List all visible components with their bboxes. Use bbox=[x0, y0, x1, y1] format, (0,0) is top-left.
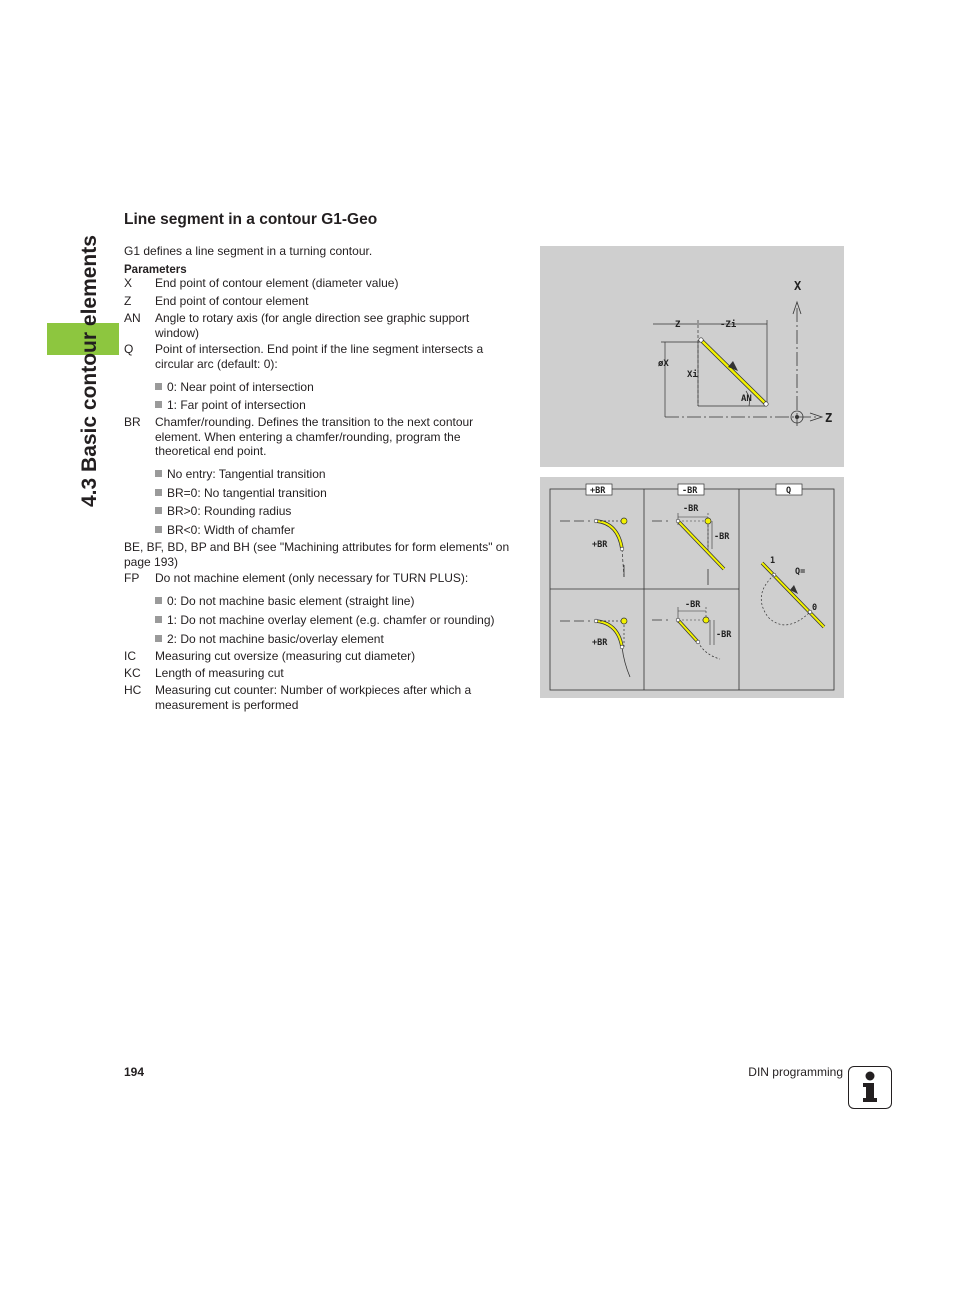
xi-dim-label: Xi bbox=[687, 370, 698, 380]
line-segment-diagram bbox=[540, 246, 844, 467]
an-dim-label: AN bbox=[741, 394, 752, 404]
param-key-hc: HC bbox=[124, 683, 142, 697]
attributes-note: BE, BF, BD, BP and BH (see "Machining attributes for form elements" on page 193) bbox=[124, 540, 510, 569]
param-key-kc: KC bbox=[124, 666, 141, 680]
param-key-q: Q bbox=[124, 342, 134, 356]
q-option-0: 0: Near point of intersection bbox=[155, 380, 314, 395]
param-desc-br: Chamfer/rounding. Defines the transition to the next contour element. When entering a chamfer/rounding, program the theoretical end point. bbox=[155, 415, 474, 458]
param-desc-an: Angle to rotary axis (for angle direction see graphic support window) bbox=[155, 311, 470, 340]
br-option-2: BR>0: Rounding radius bbox=[155, 504, 291, 519]
param-key-fp: FP bbox=[124, 571, 140, 585]
fp-option-2: 2: Do not machine basic/overlay element bbox=[155, 632, 384, 647]
param-desc-z: End point of contour element bbox=[155, 294, 309, 308]
br-option-1: BR=0: No tangential transition bbox=[155, 486, 327, 501]
minus-br-side-2: -BR bbox=[716, 630, 732, 640]
section-title: Line segment in a contour G1-Geo bbox=[124, 211, 378, 228]
param-desc-q: Point of intersection. End point if the line segment intersects a circular arc (default: 0): bbox=[155, 342, 484, 371]
x-axis-label: X bbox=[794, 279, 802, 293]
param-desc-fp: Do not machine element (only necessary for TURN PLUS): bbox=[155, 571, 469, 585]
footer-title: DIN programming bbox=[748, 1065, 843, 1079]
param-desc-kc: Length of measuring cut bbox=[155, 666, 284, 680]
param-desc-x: End point of contour element (diameter value) bbox=[155, 276, 399, 290]
q-eq-label: Q= bbox=[795, 567, 806, 577]
z-axis-label: Z bbox=[825, 411, 833, 425]
br-option-0: No entry: Tangential transition bbox=[155, 467, 326, 482]
q-zero-label: 0 bbox=[812, 603, 818, 613]
param-key-an: AN bbox=[124, 311, 141, 325]
br-q-variants-diagram bbox=[540, 477, 844, 698]
page-number: 194 bbox=[124, 1065, 145, 1079]
minus-br-top-1: -BR bbox=[683, 504, 699, 514]
header-q: Q bbox=[786, 486, 792, 496]
minus-br-side-1: -BR bbox=[714, 532, 730, 542]
param-key-ic: IC bbox=[124, 649, 136, 663]
minus-br-top-2: -BR bbox=[685, 600, 701, 610]
param-desc-hc: Measuring cut counter: Number of workpieces after which a measurement is performed bbox=[155, 683, 472, 712]
zi-dim-label: -Zi bbox=[720, 320, 737, 330]
section-intro: G1 defines a line segment in a turning contour. bbox=[124, 244, 373, 258]
info-icon bbox=[848, 1066, 892, 1109]
param-key-z: Z bbox=[124, 294, 132, 308]
param-key-br: BR bbox=[124, 415, 141, 429]
q-option-1: 1: Far point of intersection bbox=[155, 398, 306, 413]
fp-option-0: 0: Do not machine basic element (straight line) bbox=[155, 594, 414, 609]
param-key-x: X bbox=[124, 276, 133, 290]
dx-dim-label: øX bbox=[658, 359, 669, 369]
header-plus-br: +BR bbox=[590, 486, 606, 496]
br-option-3: BR<0: Width of chamfer bbox=[155, 523, 295, 538]
plus-br-label-2: +BR bbox=[592, 638, 608, 648]
fp-option-1: 1: Do not machine overlay element (e.g. chamfer or rounding) bbox=[155, 613, 495, 628]
header-minus-br: -BR bbox=[682, 486, 698, 496]
plus-br-label-1: +BR bbox=[592, 540, 608, 550]
parameters-label: Parameters bbox=[124, 264, 187, 276]
q-one-label: 1 bbox=[770, 556, 776, 566]
param-desc-ic: Measuring cut oversize (measuring cut diameter) bbox=[155, 649, 416, 663]
z-dim-label: Z bbox=[675, 320, 681, 330]
